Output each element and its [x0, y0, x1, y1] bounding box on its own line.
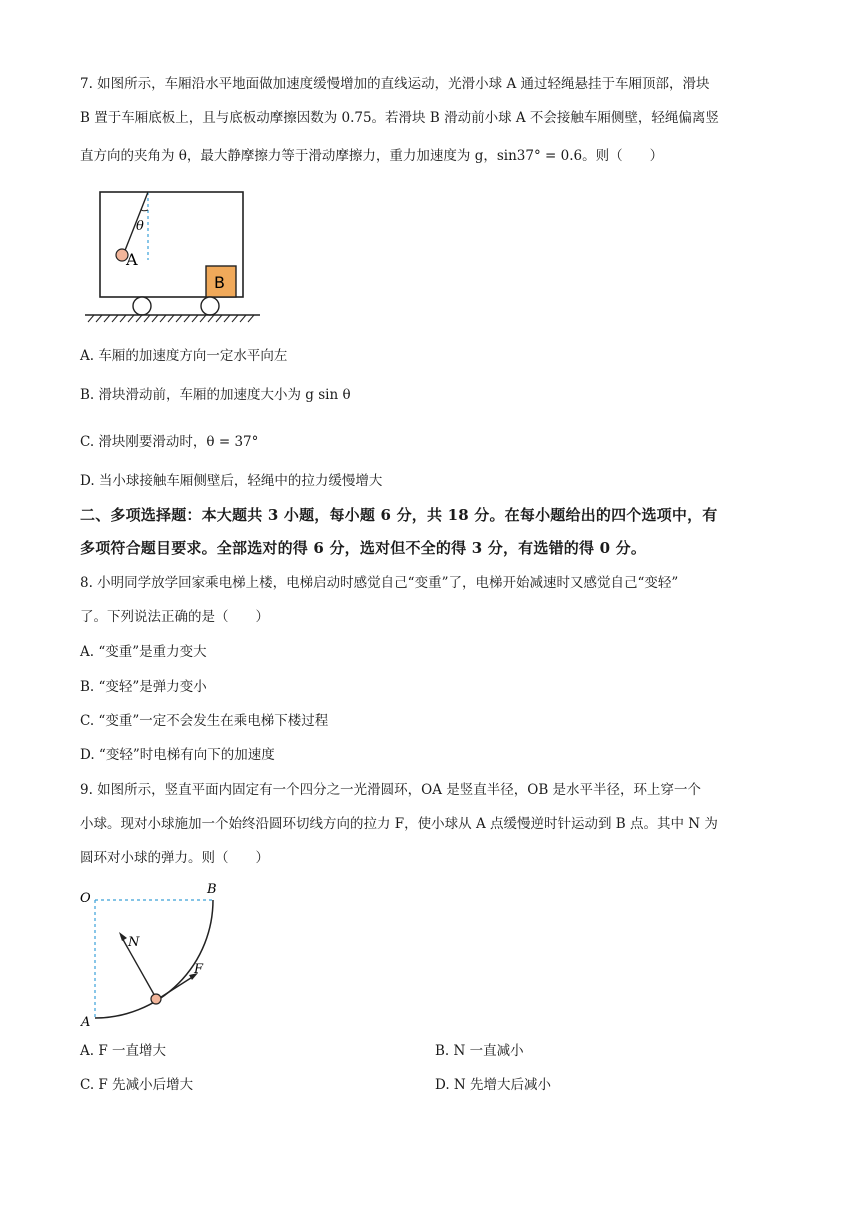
q8-stem-line-1: 8. 小明同学放学回家乘电梯上楼，电梯启动时感觉自己“变重”了，电梯开始减速时又感觉自己“变轻”: [80, 575, 679, 591]
q7-figure-carriage: [80, 188, 265, 328]
section2-heading-line-2: 多项符合题目要求。全部选对的得 6 分，选对但不全的得 3 分，有选错的得 0 分。: [80, 539, 647, 557]
q7-stem-line-2: B 置于车厢底板上，且与底板动摩擦因数为 0.75。若滑块 B 滑动前小球 A 不会接触车厢侧壁，轻绳偏离竖: [80, 110, 719, 126]
force-n-arrowhead: [119, 932, 127, 941]
q8-option-b[interactable]: B. “变轻”是弹力变小: [80, 679, 207, 695]
ball: [151, 994, 161, 1004]
q7-option-a[interactable]: A. 车厢的加速度方向一定水平向左: [80, 348, 288, 364]
label-n: N: [128, 935, 140, 950]
label-f: F: [194, 962, 204, 977]
q8-stem-line-2: 了。下列说法正确的是（ ）: [80, 609, 269, 625]
block-b-label: B: [214, 273, 225, 292]
q7-stem-line-3: 直方向的夹角为 θ，最大静摩擦力等于滑动摩擦力，重力加速度为 g，sin37° = 0.6。则（ ）: [80, 148, 664, 164]
wheel-left: [133, 297, 151, 315]
q7-option-d[interactable]: D. 当小球接触车厢侧壁后，轻绳中的拉力缓慢增大: [80, 473, 383, 489]
q8-option-a[interactable]: A. “变重”是重力变大: [80, 644, 207, 660]
force-f-arrow: [158, 976, 194, 999]
theta-arc: [141, 209, 148, 211]
q9-stem-line-3: 圆环对小球的弹力。则（ ）: [80, 850, 269, 866]
q7-stem-line-1: 7. 如图所示，车厢沿水平地面做加速度缓慢增加的直线运动，光滑小球 A 通过轻绳悬挂于车厢顶部，滑块: [80, 76, 710, 92]
q9-stem-line-1: 9. 如图所示，竖直平面内固定有一个四分之一光滑圆环，OA 是竖直半径，OB 是水平半径，环上穿一个: [80, 782, 702, 798]
label-a: A: [81, 1015, 91, 1030]
wheel-right: [201, 297, 219, 315]
q8-option-d[interactable]: D. “变轻”时电梯有向下的加速度: [80, 747, 275, 763]
section2-heading-line-1: 二、多项选择题：本大题共 3 小题，每小题 6 分，共 18 分。在每小题给出的四个选项中，有: [80, 506, 718, 524]
q9-option-c[interactable]: C. F 先减小后增大: [80, 1077, 194, 1093]
q8-option-c[interactable]: C. “变重”一定不会发生在乘电梯下楼过程: [80, 713, 329, 729]
ball-a-label: A: [126, 250, 138, 269]
q9-figure-quarter-ring: [76, 880, 246, 1030]
q7-option-b[interactable]: B. 滑块滑动前，车厢的加速度大小为 g sin θ: [80, 387, 351, 403]
ground-hatching: [88, 315, 254, 322]
q9-option-a[interactable]: A. F 一直增大: [80, 1043, 166, 1059]
q9-option-b[interactable]: B. N 一直减小: [435, 1043, 524, 1059]
label-o: O: [80, 891, 91, 906]
q9-option-d[interactable]: D. N 先增大后减小: [435, 1077, 552, 1093]
q9-stem-line-2: 小球。现对小球施加一个始终沿圆环切线方向的拉力 F，使小球从 A 点缓慢逆时针运动到 B 点。其中 N 为: [80, 816, 718, 832]
label-b: B: [207, 882, 217, 897]
q7-option-c[interactable]: C. 滑块刚要滑动时，θ = 37°: [80, 434, 259, 450]
theta-label: θ: [136, 219, 144, 234]
